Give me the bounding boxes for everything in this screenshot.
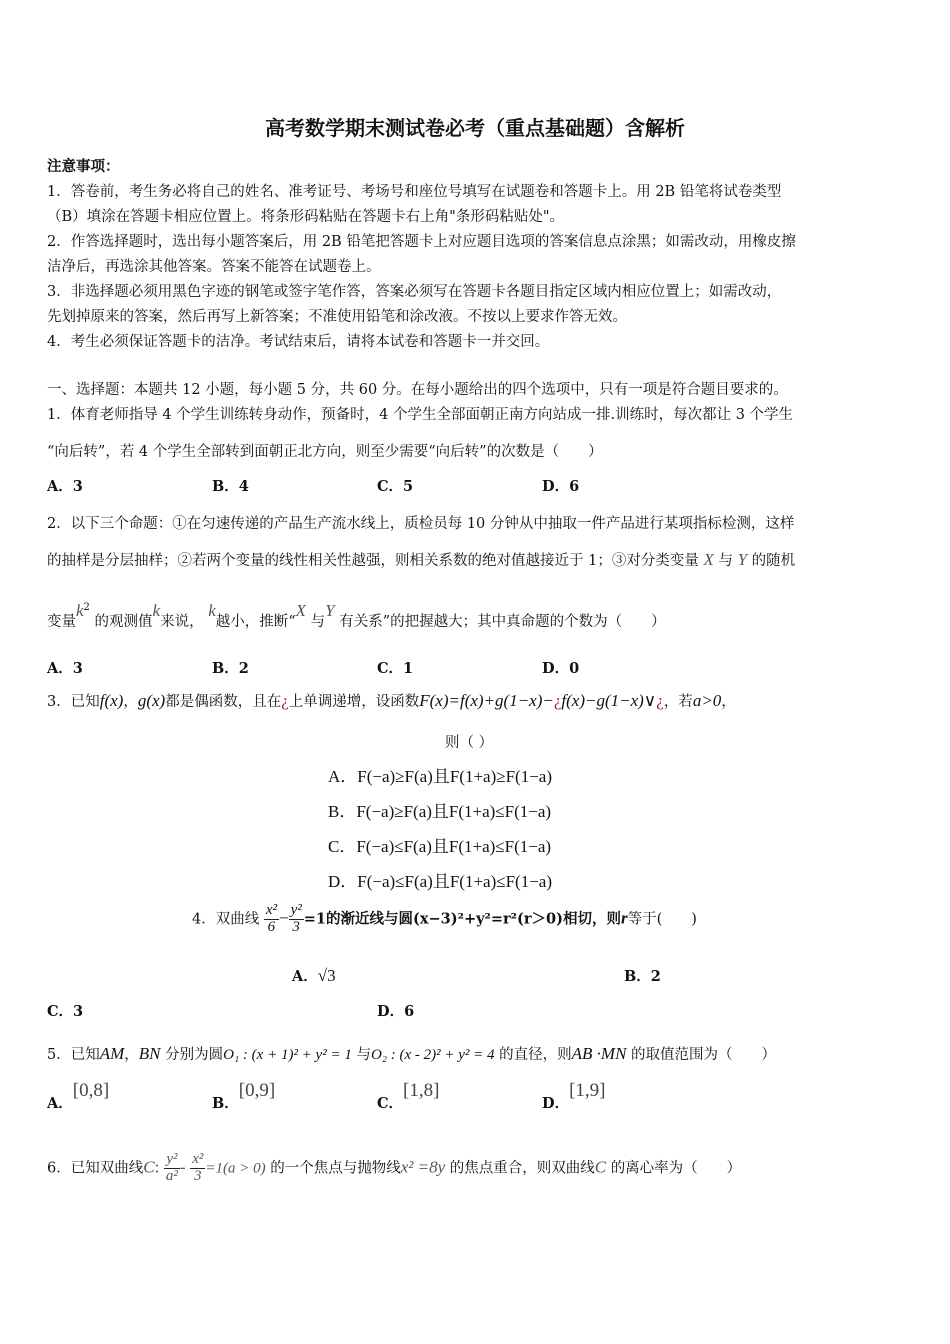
q1-option-b: B．4	[212, 478, 249, 495]
var-k: k	[152, 601, 161, 620]
math-cond: a>0	[692, 691, 722, 710]
var-c: C	[143, 1157, 155, 1177]
math-g: g(x)	[137, 691, 166, 710]
q4-option-d: D．6	[377, 1003, 415, 1020]
notice-item-4: 4．考生必须保证答题卡的洁净。考试结束后，请将本试卷和答题卡一并交回。	[47, 334, 550, 350]
var-y: Y	[325, 601, 335, 620]
q1-option-a: A．3	[47, 478, 83, 495]
garbled-char: ¿	[281, 691, 289, 710]
q5-option-a: A．[0,8]	[47, 1080, 110, 1112]
circle-o1: O₁ : (x + 1)² + y² = 1	[223, 1047, 352, 1063]
q3-text: ，	[721, 694, 736, 710]
q3-option-d: D．F(−a)≤F(a)且F(1+a)≤F(1−a)	[328, 872, 552, 891]
garbled-char: ¿	[656, 691, 664, 710]
q2-option-b: B．2	[212, 660, 249, 677]
var-k: k	[208, 601, 216, 620]
var-c: C	[594, 1157, 607, 1177]
interval: [0,8]	[72, 1080, 110, 1101]
q4-option-c: C．3	[47, 1003, 84, 1020]
parabola: x² =8y	[400, 1157, 446, 1177]
var-y: Y	[737, 550, 748, 569]
q1-option-d: D．6	[542, 478, 580, 495]
q6-text: 的焦点重合，则双曲线	[449, 1160, 595, 1177]
question-2-line-1: 2．以下三个命题：①在匀速传递的产品生产流水线上，质检员每 10 分钟从中抽取一件产品进行某项指标检测，这样	[47, 516, 795, 532]
math-formula: f(x)−g(1−x)∨	[561, 691, 657, 710]
q3-option-c: C．F(−a)≤F(a)且F(1+a)≤F(1−a)	[328, 837, 552, 856]
notice-item-1-cont: （B）填涂在答题卡相应位置上。将条形码粘贴在答题卡右上角"条形码粘贴处"。	[47, 209, 564, 225]
q3-option-b: B．F(−a)≥F(a)且F(1+a)≤F(1−a)	[328, 802, 552, 821]
q2-option-d: D．0	[542, 660, 580, 677]
q6-text: 6．已知双曲线	[47, 1160, 144, 1177]
superscript: 2	[83, 602, 90, 614]
page-title: 高考数学期末测试卷必考（重点基础题）含解析	[265, 116, 685, 140]
interval: [0,9]	[238, 1080, 276, 1101]
fraction: $\frac{\text{y²}}{\text{a²}}$	[165, 1151, 178, 1184]
q5-text: 5．已知	[47, 1047, 100, 1063]
hyperbola-cond: =1(a > 0)	[205, 1160, 266, 1177]
q1-option-c: C．5	[377, 478, 414, 495]
q5-option-b: B．[0,9]	[212, 1080, 276, 1112]
q4-text: 4．双曲线	[192, 911, 260, 928]
interval: [1,8]	[403, 1080, 440, 1101]
fraction: $\frac{\text{x²}}{6}$	[265, 902, 277, 935]
vector-bn: BN	[138, 1044, 161, 1063]
q2-text: 越小，推断“	[215, 614, 296, 630]
q3-text: 3．已知	[47, 694, 100, 710]
var-k: k	[76, 601, 84, 620]
var-x: X	[295, 601, 307, 620]
dot-product: AB ·MN	[571, 1044, 627, 1063]
q6-text: 的离心率为（ ）	[610, 1160, 742, 1177]
q5-option-c: C．[1,8]	[377, 1080, 440, 1112]
q4-option-b: B．2	[624, 968, 661, 985]
q2-text: 变量	[47, 614, 76, 630]
q3-text: 都是偶函数，且在	[165, 694, 282, 710]
interval: [1,9]	[569, 1080, 606, 1101]
q4-text: 等于( )	[627, 911, 697, 928]
q3-text: 上单调递增，设函数	[288, 694, 420, 710]
question-5-line-1: 5．已知AM，BN 分别为圆O₁ : (x + 1)² + y² = 1 与O₂ : (x - 2)² + y² = 4 的直径，则AB ·MN 的取值范围为（ ）	[47, 1044, 777, 1063]
vector-am: AM	[99, 1044, 125, 1063]
q2-option-c: C．1	[377, 660, 414, 677]
q5-option-d: D．[1,9]	[542, 1080, 606, 1112]
section-heading: 一、选择题：本题共 12 小题，每小题 5 分，共 60 分。在每小题给出的四个选项中，只有一项是符合题目要求的。	[47, 382, 788, 398]
question-4-line-1: 4．双曲线 $\frac{\text{x²}}{6}$ − $\frac{\text{y²}}{3}$ =1的渐近线与圆(x−3)²+y²=r²(r＞0)相切，则r等于( )	[192, 902, 697, 935]
question-2-line-3	[47, 600, 666, 630]
notice-item-1: 1．答卷前，考生务必将自己的姓名、准考证号、考场号和座位号填写在试题卷和答题卡上。用 2B 铅笔将试卷类型	[47, 184, 782, 200]
q4-option-a: A．√3	[292, 966, 336, 985]
q3-option-a: A．F(−a)≥F(a)且F(1+a)≥F(1−a)	[328, 767, 552, 786]
var-x: X	[703, 550, 714, 569]
sqrt-value: √3	[317, 966, 336, 985]
fraction: $\frac{\text{x²}}{3}$	[192, 1151, 204, 1184]
q5-text: 与	[356, 1047, 371, 1063]
notice-item-2-cont: 洁净后，再选涂其他答案。答案不能答在试题卷上。	[47, 259, 381, 275]
q2-yu: 与	[310, 614, 326, 630]
circle-o2: O₂ : (x - 2)² + y² = 4	[370, 1047, 495, 1063]
q2-yu: 与	[718, 553, 733, 569]
q2-option-a: A．3	[47, 660, 83, 677]
q6-text: 的一个焦点与抛物线	[270, 1160, 401, 1177]
q3-then: 则（ ）	[445, 735, 494, 751]
notice-item-3: 3．非选择题必须用黑色字迹的钢笔或签字笔作答，答案必须写在答题卡各题目指定区域内相应位置上；如需改动，	[47, 284, 782, 300]
q2-text: 有关系”的把握越大；其中真命题的个数为（ ）	[339, 614, 666, 630]
question-3-line-1: 3．已知f(x)，g(x)都是偶函数，且在¿上单调递增，设函数F(x)=f(x)+g(1−x)−¿f(x)−g(1−x)∨¿，若a>0，	[47, 691, 736, 710]
math-f: f(x)	[99, 691, 124, 710]
q3-text: ，若	[663, 694, 693, 710]
q5-text: 的直径，则	[499, 1047, 572, 1063]
question-2-line-2	[47, 549, 795, 570]
q5-text: 分别为圆	[165, 1047, 224, 1063]
question-1-line-2: “向后转”，若 4 个学生全部转到面朝正北方向，则至少需要“向后转”的次数是（ ）	[47, 444, 603, 460]
notice-item-2: 2．作答选择题时，选出每小题答案后，用 2B 铅笔把答题卡上对应题目选项的答案信息点涂黑；如需改动，用橡皮擦	[47, 234, 796, 250]
math-formula: F(x)=f(x)+g(1−x)−	[419, 691, 554, 710]
garbled-char: ¿	[553, 691, 562, 710]
q4-text: =1的渐近线与圆(x−3)²+y²=r²(r＞0)相切，则	[303, 910, 621, 928]
question-6-line-1: 6．已知双曲线C: $\frac{\text{y²}}{\text{a²}}$ - $\frac{\text{x²}}{3}$ =1(a > 0) 的一个焦点与抛物线x² =8y 的焦点重合，则双曲线C 的离心率为（ ）	[47, 1151, 742, 1184]
q2-text: 的随机	[751, 553, 796, 569]
question-1-line-1: 1．体育老师指导 4 个学生训练转身动作，预备时，4 个学生全部面朝正南方向站成一排.训练时，每次都让 3 个学生	[47, 407, 794, 423]
q5-text: 的取值范围为（ ）	[631, 1047, 777, 1063]
notice-heading: 注意事项：	[47, 158, 120, 175]
q2-text: 来说，	[160, 614, 204, 630]
q2-text: 的观测值	[94, 614, 153, 630]
notice-item-3-cont: 先划掉原来的答案，然后再写上新答案；不准使用铅笔和涂改液。不按以上要求作答无效。	[47, 309, 627, 325]
q2-text: 的抽样是分层抽样；②若两个变量的线性相关性越强，则相关系数的绝对值越接近于 1；③对分类变量	[47, 553, 699, 569]
var-r: r	[620, 908, 628, 928]
fraction: $\frac{\text{y²}}{3}$	[290, 902, 302, 935]
